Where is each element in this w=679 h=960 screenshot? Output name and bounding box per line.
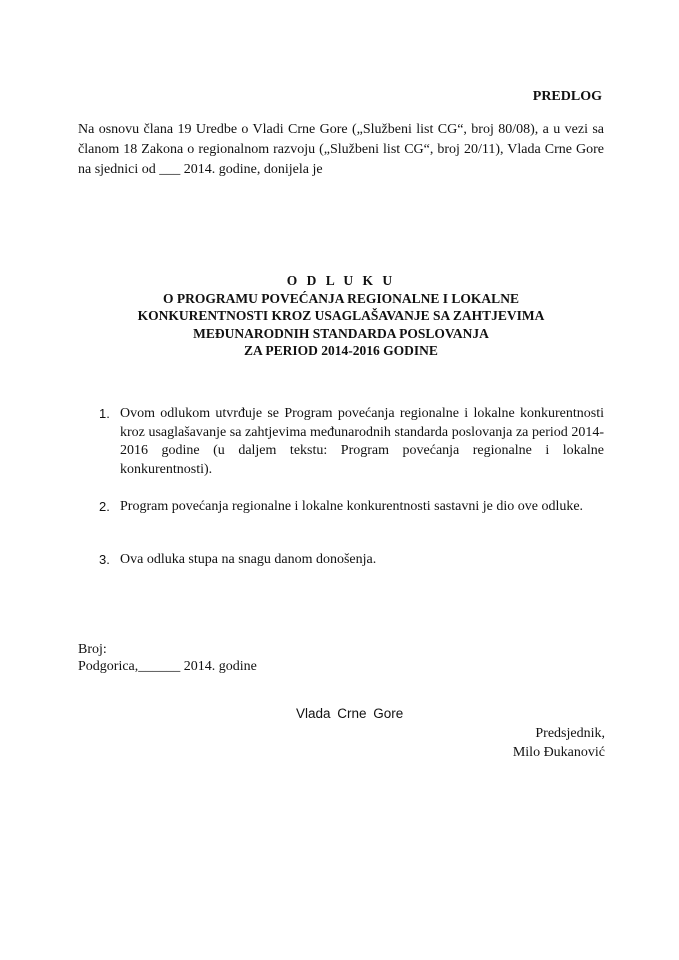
articles-list — [78, 405, 604, 569]
article-3 — [78, 551, 604, 570]
title-line-5: ZA PERIOD 2014-2016 GODINE — [244, 343, 438, 358]
title-line-4: MEĐUNARODNIH STANDARDA POSLOVANJA — [193, 325, 489, 341]
place-and-date: Podgorica,______ 2014. godine — [78, 659, 257, 674]
article-1 — [78, 405, 604, 479]
signatory-name: Milo Đukanović — [512, 745, 605, 760]
preamble-text: Na osnovu člana 19 Uredbe o Vladi Crne Gore („Službeni list CG“, broj 80/08), a u vezi sa članom 18 Zakona o regionalnom razvoju („Službeni list CG“, broj 20/11), Vlada Crne Gore na sjednici od ___ 2014. godine, donijela je — [78, 122, 604, 177]
title-line-3: KONKURENTNOSTI KROZ USAGLAŠAVANJE SA ZAHTJEVIMA — [137, 308, 545, 323]
signature-block — [513, 724, 605, 762]
decision-title — [78, 272, 604, 360]
article-3-number: 3. — [99, 551, 110, 567]
article-2-text: Program povećanja regionalne i lokalne konkurentnosti sastavni je dio ove odluke. — [120, 499, 584, 514]
reference-number: Broj: — [78, 642, 107, 657]
article-1-number: 1. — [99, 406, 110, 421]
article-1-text: Ovom odlukom utvrđuje se Program povećanja regionalne i lokalne konkurentnosti kroz usaglašavanje sa zahtjevima međunarodnih standarda poslovanja za period 2014-2016 godine (u daljem tekstu: Program povećanja regionalne i lokalne konkurentnosti). — [120, 406, 604, 477]
title-odluku: O D L U K U — [286, 273, 396, 288]
signatory-role: Predsjednik, — [535, 726, 605, 741]
government-name: Vlada Crne Gore — [296, 706, 404, 721]
article-3-text: Ova odluka stupa na snagu danom donošenja. — [120, 551, 377, 567]
proposal-label: PREDLOG — [532, 89, 602, 104]
title-line-2: O PROGRAMU POVEĆANJA REGIONALNE I LOKALNE — [163, 290, 519, 306]
article-2-number: 2. — [99, 499, 110, 514]
article-2 — [78, 498, 604, 517]
